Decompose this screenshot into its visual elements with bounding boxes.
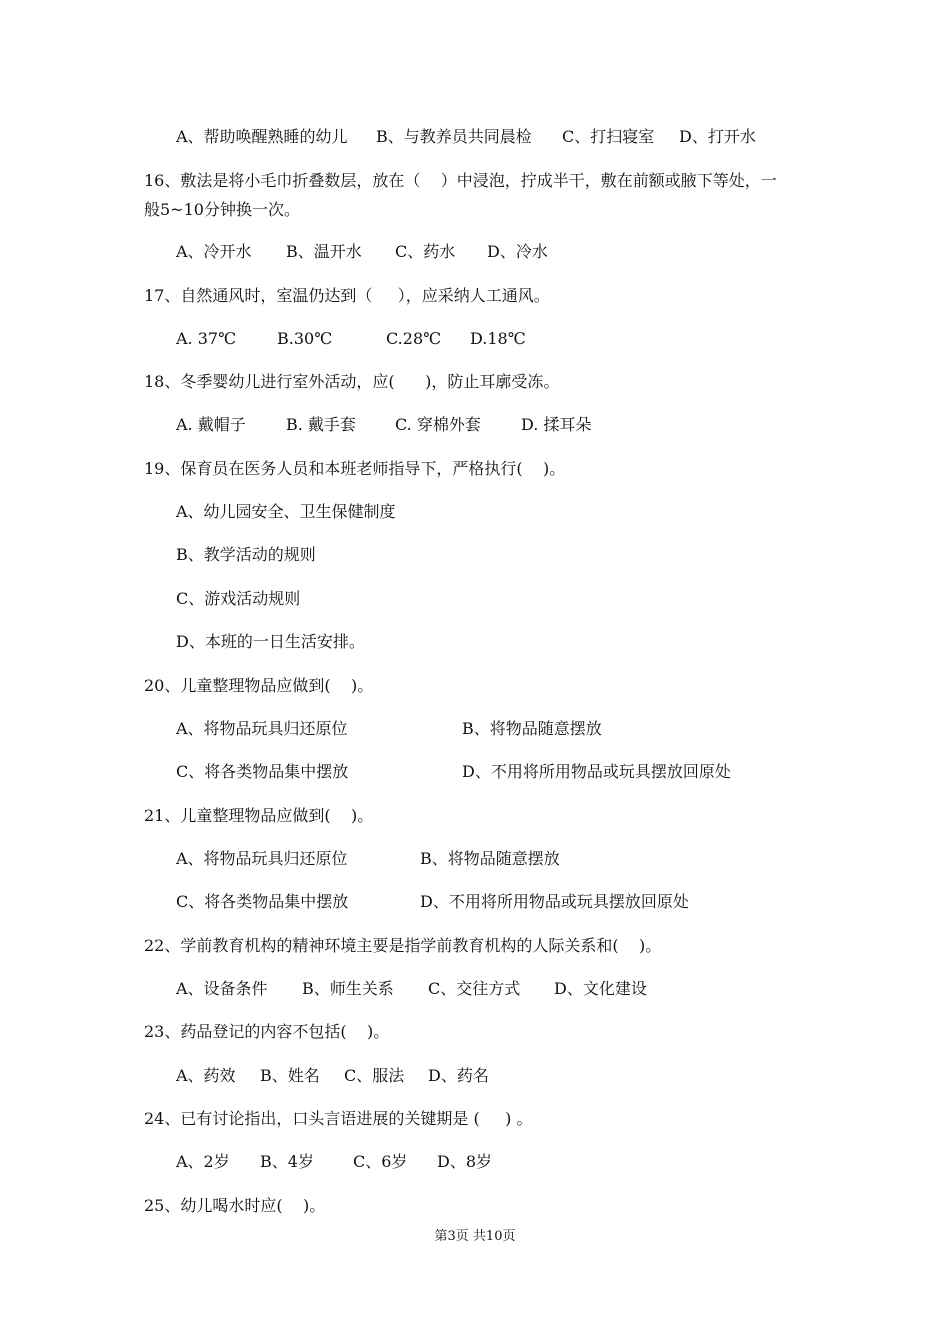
q21-option-b: B、将物品随意摆放 bbox=[420, 849, 560, 868]
q19-option-b: B、教学活动的规则 bbox=[176, 545, 316, 564]
q18-stem: 18、冬季婴幼儿进行室外活动，应( )，防止耳廓受冻。 bbox=[144, 372, 560, 391]
q15-option-c: C、打扫寝室 bbox=[562, 127, 655, 146]
q16-option-a: A、冷开水 bbox=[176, 242, 252, 261]
q17-option-c: C.28℃ bbox=[386, 329, 442, 348]
q18-option-b: B. 戴手套 bbox=[286, 415, 356, 434]
q22-option-d: D、文化建设 bbox=[554, 979, 647, 998]
q17-option-d: D.18℃ bbox=[470, 329, 526, 348]
q20-option-d: D、不用将所用物品或玩具摆放回原处 bbox=[462, 762, 731, 781]
q19-option-c: C、游戏活动规则 bbox=[176, 589, 301, 608]
q17-option-a: A. 37℃ bbox=[176, 329, 236, 348]
q20-option-a: A、将物品玩具归还原位 bbox=[176, 719, 348, 738]
q23-option-d: D、药名 bbox=[428, 1066, 489, 1085]
q18-option-a: A. 戴帽子 bbox=[176, 415, 246, 434]
q21-stem: 21、儿童整理物品应做到( )。 bbox=[144, 806, 374, 825]
q23-stem: 23、药品登记的内容不包括( )。 bbox=[144, 1022, 390, 1041]
q23-option-c: C、服法 bbox=[344, 1066, 405, 1085]
q22-option-c: C、交往方式 bbox=[428, 979, 521, 998]
q16-option-c: C、药水 bbox=[395, 242, 456, 261]
page-footer: 第3页 共10页 bbox=[434, 1229, 516, 1244]
q23-option-a: A、药效 bbox=[176, 1066, 236, 1085]
q16-option-b: B、温开水 bbox=[286, 242, 362, 261]
q24-option-c: C、6岁 bbox=[353, 1152, 408, 1171]
q16-stem-line2: 般5~10分钟换一次。 bbox=[144, 200, 300, 219]
q17-option-b: B.30℃ bbox=[277, 329, 333, 348]
q24-option-b: B、4岁 bbox=[260, 1152, 314, 1171]
q24-option-a: A、2岁 bbox=[176, 1152, 230, 1171]
q15-option-d: D、打开水 bbox=[679, 127, 756, 146]
q18-option-d: D. 揉耳朵 bbox=[521, 415, 592, 434]
q25-stem: 25、幼儿喝水时应( )。 bbox=[144, 1196, 326, 1215]
q22-option-b: B、师生关系 bbox=[302, 979, 394, 998]
q16-stem-line1: 16、敷法是将小毛巾折叠数层，放在（ ）中浸泡，拧成半干，敷在前额或腋下等处，一 bbox=[144, 171, 777, 190]
q23-option-b: B、姓名 bbox=[260, 1066, 320, 1085]
q17-stem: 17、自然通风时，室温仍达到（ ），应采纳人工通风。 bbox=[144, 286, 550, 305]
q15-option-a: A、帮助唤醒熟睡的幼儿 bbox=[176, 127, 348, 146]
q19-option-a: A、幼儿园安全、卫生保健制度 bbox=[176, 502, 396, 521]
q24-stem: 24、已有讨论指出，口头言语进展的关键期是 ( ) 。 bbox=[144, 1109, 533, 1128]
q19-stem: 19、保育员在医务人员和本班老师指导下，严格执行( )。 bbox=[144, 459, 566, 478]
q24-option-d: D、8岁 bbox=[437, 1152, 493, 1171]
q22-stem: 22、学前教育机构的精神环境主要是指学前教育机构的人际关系和( )。 bbox=[144, 936, 662, 955]
q19-option-d: D、本班的一日生活安排。 bbox=[176, 632, 365, 651]
q21-option-c: C、将各类物品集中摆放 bbox=[176, 892, 349, 911]
q20-option-c: C、将各类物品集中摆放 bbox=[176, 762, 349, 781]
q18-option-c: C. 穿棉外套 bbox=[395, 415, 481, 434]
q16-option-d: D、冷水 bbox=[487, 242, 548, 261]
q15-option-b: B、与教养员共同晨检 bbox=[376, 127, 532, 146]
q20-stem: 20、儿童整理物品应做到( )。 bbox=[144, 676, 374, 695]
q21-option-d: D、不用将所用物品或玩具摆放回原处 bbox=[420, 892, 689, 911]
q20-option-b: B、将物品随意摆放 bbox=[462, 719, 602, 738]
q21-option-a: A、将物品玩具归还原位 bbox=[176, 849, 348, 868]
q22-option-a: A、设备条件 bbox=[176, 979, 268, 998]
